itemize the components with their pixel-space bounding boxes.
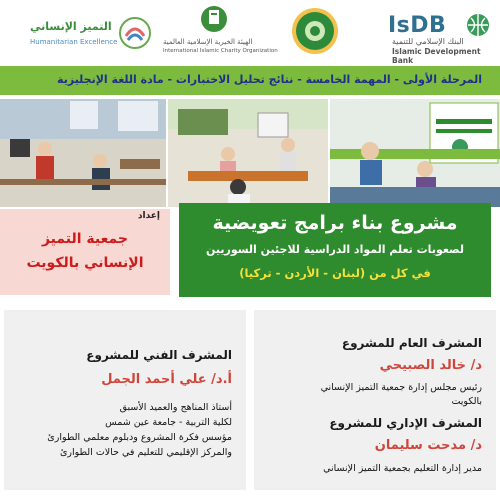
admin-supervisor-name: د/ مدحت سليمان <box>374 438 482 453</box>
technical-supervisor-box <box>4 310 246 490</box>
classroom-photo-left <box>0 99 166 207</box>
technical-supervisor-desc-2: لكلية التربية - جامعة عين شمس <box>105 417 232 428</box>
classroom-photo-right <box>330 99 500 207</box>
general-supervisor-desc-2: بالكويت <box>451 396 482 407</box>
tamayoz-logo-icon <box>118 16 152 50</box>
project-title-box <box>179 203 491 297</box>
project-countries: في كل من (لبنان - الأردن - تركيا) <box>239 266 431 280</box>
isdb-wordmark: IsDB <box>388 13 447 38</box>
technical-supervisor-title: المشرف الفني للمشروع <box>86 348 232 362</box>
tamayoz-arabic-name: التميز الإنساني <box>30 20 112 33</box>
general-supervisor-box <box>254 310 496 490</box>
isdb-arabic-name: البنك الإسلامي للتنمية <box>392 37 464 46</box>
general-supervisor-name: د/ خالد الصبيحي <box>379 358 482 373</box>
isdb-english-name: Islamic Development Bank <box>392 47 481 65</box>
admin-supervisor-desc-1: مدير إدارة التعليم بجمعية التميز الإنساني <box>323 463 482 474</box>
stage-banner-text: المرحلة الأولى - المهمة الخامسة - نتائج تحليل الاختبارات - مادة اللغة الإنجليزية <box>57 73 482 86</box>
prepared-by-box <box>0 209 170 295</box>
classroom-photo-middle <box>168 99 328 207</box>
technical-supervisor-desc-3: مؤسس فكرة المشروع ودبلوم معلمي الطوارئ <box>47 432 232 443</box>
isdb-emblem-icon <box>285 6 345 56</box>
iico-english-name: International Islamic Charity Organization <box>163 48 278 54</box>
prepared-by-label: إعداد <box>137 211 160 221</box>
technical-supervisor-desc-1: أستاذ المناهج والعميد الأسبق <box>119 402 232 413</box>
technical-supervisor-name: أ.د/ علي أحمد الجمل <box>101 372 232 387</box>
admin-supervisor-title: المشرف الإداري للمشروع <box>329 416 482 430</box>
general-supervisor-title: المشرف العام للمشروع <box>341 336 482 350</box>
technical-supervisor-desc-4: والمركز الإقليمي للتعليم في حالات الطوارئ <box>59 447 232 458</box>
isdb-globe-icon <box>464 12 492 38</box>
iico-emblem-icon <box>200 3 228 35</box>
prepared-by-org-line1: جمعية التميز <box>41 231 129 247</box>
stage-banner <box>0 66 500 95</box>
general-supervisor-desc-1: رئيس مجلس إدارة جمعية التميز الإنساني <box>320 382 482 393</box>
project-title: مشروع بناء برامج تعويضية <box>212 212 458 234</box>
prepared-by-org-line2: الإنساني بالكويت <box>26 255 144 271</box>
iico-arabic-name: الهيئة الخيرية الإسلامية العالمية <box>163 38 253 46</box>
tamayoz-english-name: Humanitarian Excellence <box>30 38 118 46</box>
project-subtitle: لصعوبات تعلم المواد الدراسية للاجئين السوريين <box>205 243 465 256</box>
